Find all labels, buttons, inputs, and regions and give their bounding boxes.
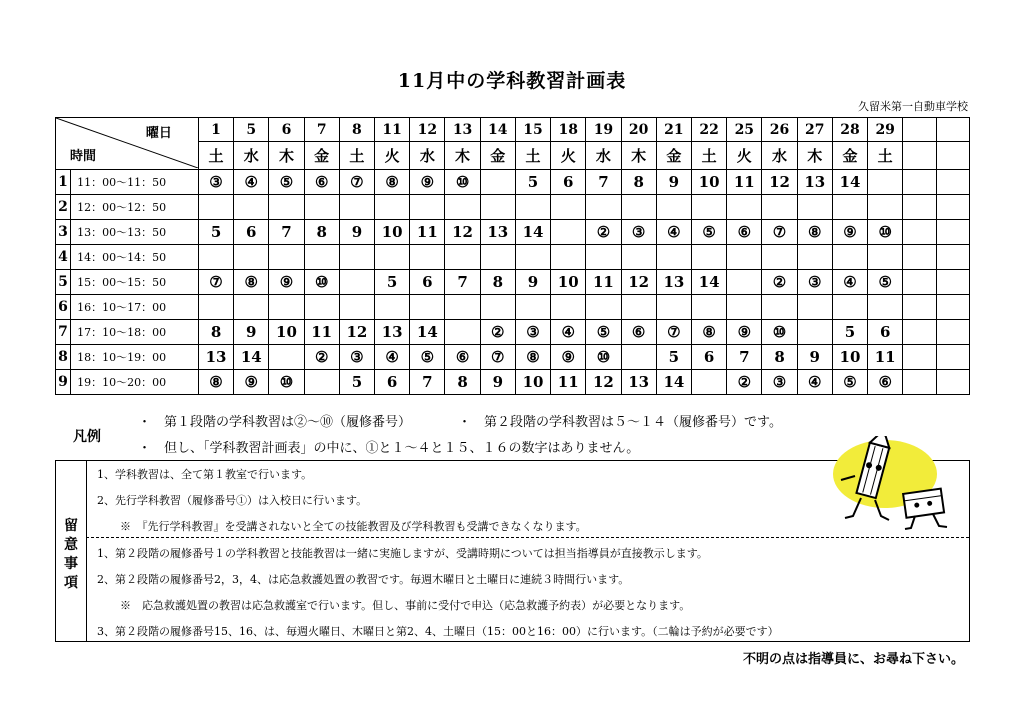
lesson-cell: ⑤ <box>832 370 867 395</box>
weekday-header-cell: 土 <box>691 142 726 170</box>
lesson-cell: ⑩ <box>304 270 339 295</box>
lesson-cell <box>515 295 550 320</box>
lesson-cell: 7 <box>586 170 621 195</box>
lesson-cell: 9 <box>797 345 832 370</box>
lesson-cell: ⑤ <box>586 320 621 345</box>
lesson-cell: 5 <box>515 170 550 195</box>
date-header-cell: 5 <box>234 118 269 142</box>
lesson-cell: ⑨ <box>551 345 586 370</box>
period-number: 4 <box>56 245 71 270</box>
lesson-cell: ④ <box>551 320 586 345</box>
notes-side-char: 意 <box>64 537 78 553</box>
weekday-header-cell: 水 <box>234 142 269 170</box>
lesson-cell <box>903 245 936 270</box>
lesson-cell: 10 <box>375 220 410 245</box>
weekday-header-cell: 水 <box>762 142 797 170</box>
lesson-cell <box>198 195 233 220</box>
lesson-cell: 10 <box>691 170 726 195</box>
lesson-cell <box>903 170 936 195</box>
notes-side-char: 項 <box>64 575 78 591</box>
lesson-cell <box>936 220 970 245</box>
lesson-cell: ⑧ <box>797 220 832 245</box>
weekday-header-cell <box>936 142 970 170</box>
lesson-cell <box>936 195 970 220</box>
note-item: 1、第２段階の履修番号１の学科教習と技能教習は一緒に実施しますが、受講時期については担当指導員が直接教示します。 <box>97 547 708 560</box>
lesson-cell: ⑩ <box>586 345 621 370</box>
date-header-cell: 11 <box>375 118 410 142</box>
lesson-cell: ③ <box>198 170 233 195</box>
lesson-cell <box>339 270 374 295</box>
lesson-cell: 6 <box>551 170 586 195</box>
lesson-cell: 8 <box>445 370 480 395</box>
period-row <box>56 370 970 395</box>
period-time: 17：10～18：00 <box>71 320 199 345</box>
lesson-cell: ② <box>304 345 339 370</box>
lesson-cell: 7 <box>445 270 480 295</box>
lesson-cell <box>797 245 832 270</box>
lesson-cell: ⑧ <box>515 345 550 370</box>
lesson-cell <box>727 245 762 270</box>
period-row <box>56 245 970 270</box>
lesson-cell <box>586 295 621 320</box>
period-time: 11：00～11：50 <box>71 170 199 195</box>
lesson-cell <box>936 370 970 395</box>
date-header-cell: 7 <box>304 118 339 142</box>
lesson-cell: ⑦ <box>656 320 691 345</box>
lesson-cell: 13 <box>375 320 410 345</box>
lesson-cell: 12 <box>621 270 656 295</box>
time-axis-label: 時間 <box>70 149 97 164</box>
lesson-cell: 11 <box>586 270 621 295</box>
lesson-cell <box>551 220 586 245</box>
lesson-cell <box>551 245 586 270</box>
lesson-cell: 13 <box>198 345 233 370</box>
lesson-cell: 14 <box>656 370 691 395</box>
lesson-cell: ⑤ <box>691 220 726 245</box>
lesson-cell: 9 <box>234 320 269 345</box>
lesson-cell: ④ <box>832 270 867 295</box>
lesson-cell <box>903 370 936 395</box>
lesson-cell <box>903 345 936 370</box>
lesson-cell: 8 <box>304 220 339 245</box>
lesson-cell <box>551 295 586 320</box>
lesson-cell: 13 <box>480 220 515 245</box>
lesson-cell: ⑦ <box>480 345 515 370</box>
lesson-cell: 9 <box>515 270 550 295</box>
lesson-cell: 12 <box>339 320 374 345</box>
date-header-cell: 13 <box>445 118 480 142</box>
lesson-cell: 6 <box>375 370 410 395</box>
lesson-cell: 8 <box>762 345 797 370</box>
period-row <box>56 295 970 320</box>
date-header-cell: 14 <box>480 118 515 142</box>
lesson-cell: 11 <box>727 170 762 195</box>
date-header-cell: 26 <box>762 118 797 142</box>
lesson-cell: 11 <box>304 320 339 345</box>
lesson-cell: ③ <box>797 270 832 295</box>
lesson-cell: 14 <box>515 220 550 245</box>
date-header-cell: 29 <box>868 118 903 142</box>
lesson-cell: ⑩ <box>868 220 903 245</box>
lesson-cell <box>410 195 445 220</box>
lesson-cell <box>304 370 339 395</box>
weekday-header-cell: 木 <box>797 142 832 170</box>
note-item: 3、第２段階の履修番号15、16、は、毎週火曜日、木曜日と第2、4、土曜日（15：00と16：00）に行います。（二輪は予約が必要です） <box>97 625 779 638</box>
date-header-cell: 28 <box>832 118 867 142</box>
lesson-cell: 7 <box>727 345 762 370</box>
lesson-cell <box>797 195 832 220</box>
school-name: 久留米第一自動車学校 <box>858 100 968 113</box>
lesson-cell <box>656 295 691 320</box>
lesson-cell: ⑨ <box>727 320 762 345</box>
lesson-cell: ⑨ <box>410 170 445 195</box>
period-time: 16：10～17：00 <box>71 295 199 320</box>
lesson-cell <box>936 270 970 295</box>
lesson-cell <box>691 295 726 320</box>
lesson-cell <box>762 295 797 320</box>
lesson-cell <box>304 245 339 270</box>
weekday-header-cell: 金 <box>480 142 515 170</box>
lesson-cell: ⑩ <box>762 320 797 345</box>
lesson-cell: ⑧ <box>375 170 410 195</box>
lesson-cell <box>903 220 936 245</box>
period-row <box>56 170 970 195</box>
lesson-cell <box>269 245 304 270</box>
lesson-cell <box>868 195 903 220</box>
lesson-cell: 13 <box>621 370 656 395</box>
lesson-cell <box>269 345 304 370</box>
lesson-cell: ⑧ <box>234 270 269 295</box>
lesson-cell: ④ <box>375 345 410 370</box>
lesson-cell: ③ <box>621 220 656 245</box>
lesson-cell: 10 <box>269 320 304 345</box>
date-header-cell <box>936 118 970 142</box>
period-time: 15：00～15：50 <box>71 270 199 295</box>
lesson-cell: 9 <box>480 370 515 395</box>
lesson-cell <box>762 245 797 270</box>
date-header-cell: 1 <box>198 118 233 142</box>
date-header-cell: 27 <box>797 118 832 142</box>
lesson-cell: 7 <box>410 370 445 395</box>
weekday-header-cell: 木 <box>445 142 480 170</box>
weekday-header-cell <box>903 142 936 170</box>
lesson-cell <box>445 195 480 220</box>
lesson-cell <box>234 195 269 220</box>
weekday-header-cell: 火 <box>727 142 762 170</box>
lesson-cell: 5 <box>198 220 233 245</box>
weekday-header-cell: 金 <box>832 142 867 170</box>
note-item: ※ 応急救護処置の教習は応急救護室で行います。但し、事前に受付で申込（応急救護予約表）が必要となります。 <box>120 599 691 612</box>
lesson-cell <box>691 245 726 270</box>
date-header-cell: 19 <box>586 118 621 142</box>
lesson-cell <box>269 195 304 220</box>
lesson-cell: 13 <box>656 270 691 295</box>
lesson-cell <box>304 295 339 320</box>
lesson-cell: 5 <box>339 370 374 395</box>
lesson-cell <box>868 170 903 195</box>
lesson-cell <box>727 295 762 320</box>
lesson-cell: 8 <box>621 170 656 195</box>
lesson-cell <box>480 295 515 320</box>
weekday-header-cell: 土 <box>515 142 550 170</box>
lesson-cell: 12 <box>445 220 480 245</box>
lesson-cell <box>515 245 550 270</box>
lesson-cell: ⑥ <box>727 220 762 245</box>
weekday-header-cell: 土 <box>339 142 374 170</box>
lesson-cell: ③ <box>339 345 374 370</box>
lesson-cell <box>410 295 445 320</box>
weekday-header-cell: 水 <box>410 142 445 170</box>
lesson-cell <box>234 245 269 270</box>
weekday-header-cell: 火 <box>375 142 410 170</box>
lesson-cell: ② <box>480 320 515 345</box>
lesson-cell: 5 <box>832 320 867 345</box>
lesson-cell <box>691 370 726 395</box>
lesson-cell: ② <box>762 270 797 295</box>
lesson-cell <box>269 295 304 320</box>
note-item: ※ 『先行学科教習』を受講されないと全ての技能教習及び学科教習も受講できなくなります。 <box>120 520 587 533</box>
period-number: 6 <box>56 295 71 320</box>
lesson-cell <box>515 195 550 220</box>
lesson-cell <box>903 295 936 320</box>
date-header-cell: 20 <box>621 118 656 142</box>
page-title: 11月中の学科教習計画表 <box>397 70 627 92</box>
weekday-header-cell: 火 <box>551 142 586 170</box>
lesson-cell: 14 <box>832 170 867 195</box>
lesson-cell: ⑧ <box>198 370 233 395</box>
lesson-cell <box>656 245 691 270</box>
date-header-cell: 22 <box>691 118 726 142</box>
lesson-cell <box>339 245 374 270</box>
lesson-cell: ③ <box>515 320 550 345</box>
period-row <box>56 220 970 245</box>
lesson-cell <box>621 295 656 320</box>
schedule-table <box>55 117 970 395</box>
lesson-cell <box>936 170 970 195</box>
lesson-cell: ⑥ <box>868 370 903 395</box>
lesson-cell <box>586 245 621 270</box>
note-item: 2、第２段階の履修番号2，3，4、は応急救護処置の教習です。毎週木曜日と土曜日に連続３時間行います。 <box>97 573 630 586</box>
lesson-cell <box>339 295 374 320</box>
lesson-cell: ⑤ <box>868 270 903 295</box>
lesson-cell <box>621 195 656 220</box>
lesson-cell: ⑨ <box>832 220 867 245</box>
date-header-cell: 15 <box>515 118 550 142</box>
lesson-cell: 8 <box>198 320 233 345</box>
lesson-cell: ⑧ <box>691 320 726 345</box>
lesson-cell: 14 <box>234 345 269 370</box>
lesson-cell <box>445 320 480 345</box>
lesson-cell <box>375 295 410 320</box>
date-header-cell: 8 <box>339 118 374 142</box>
legend-stage2-text: ・ 第２段階の学科教習は５～１４（履修番号）です。 <box>458 415 782 430</box>
weekday-header-cell: 金 <box>656 142 691 170</box>
period-row <box>56 320 970 345</box>
weekday-header-cell: 木 <box>621 142 656 170</box>
period-number: 8 <box>56 345 71 370</box>
lesson-cell <box>480 195 515 220</box>
lesson-cell: 8 <box>480 270 515 295</box>
lesson-cell <box>410 245 445 270</box>
lesson-cell: ⑦ <box>198 270 233 295</box>
lesson-cell <box>936 345 970 370</box>
date-header-cell: 21 <box>656 118 691 142</box>
period-time: 13：00～13：50 <box>71 220 199 245</box>
lesson-cell <box>936 295 970 320</box>
lesson-cell: ⑨ <box>234 370 269 395</box>
lesson-cell: ⑩ <box>269 370 304 395</box>
lesson-cell: 6 <box>691 345 726 370</box>
lesson-cell <box>304 195 339 220</box>
lesson-cell: ⑥ <box>621 320 656 345</box>
note-item: 2、先行学科教習（履修番号①）は入校日に行います。 <box>97 494 368 507</box>
note-item: 1、学科教習は、全て第１教室で行います。 <box>97 468 313 481</box>
lesson-cell: ⑥ <box>304 170 339 195</box>
period-time: 19：10～20：00 <box>71 370 199 395</box>
lesson-cell <box>480 170 515 195</box>
lesson-cell <box>480 245 515 270</box>
lesson-cell: ⑦ <box>339 170 374 195</box>
lesson-cell <box>339 195 374 220</box>
lesson-cell: 14 <box>691 270 726 295</box>
table-corner-header <box>56 118 199 170</box>
lesson-cell: 10 <box>551 270 586 295</box>
notes-divider <box>86 537 969 538</box>
period-row <box>56 345 970 370</box>
footer-note: 不明の点は指導員に、お尋ね下さい。 <box>742 652 964 667</box>
weekday-header-cell: 水 <box>586 142 621 170</box>
lesson-cell <box>375 195 410 220</box>
period-number: 2 <box>56 195 71 220</box>
lesson-cell: ② <box>586 220 621 245</box>
lesson-cell: 13 <box>797 170 832 195</box>
lesson-cell <box>868 245 903 270</box>
lesson-cell: 12 <box>762 170 797 195</box>
lesson-cell: ② <box>727 370 762 395</box>
lesson-cell <box>727 195 762 220</box>
lesson-cell: 5 <box>656 345 691 370</box>
date-header-cell <box>903 118 936 142</box>
lesson-cell: ⑤ <box>410 345 445 370</box>
lesson-cell: 9 <box>656 170 691 195</box>
lesson-cell <box>621 345 656 370</box>
lesson-cell <box>797 320 832 345</box>
period-number: 3 <box>56 220 71 245</box>
lesson-cell <box>198 295 233 320</box>
period-number: 5 <box>56 270 71 295</box>
weekday-header-cell: 金 <box>304 142 339 170</box>
lesson-cell <box>234 295 269 320</box>
lesson-cell <box>903 320 936 345</box>
period-row <box>56 195 970 220</box>
date-header-cell: 18 <box>551 118 586 142</box>
notes-side-label <box>56 461 87 641</box>
lesson-cell <box>936 320 970 345</box>
lesson-cell: 6 <box>234 220 269 245</box>
period-row <box>56 270 970 295</box>
weekday-axis-label: 曜日 <box>145 126 172 141</box>
period-number: 1 <box>56 170 71 195</box>
legend-stage1-text: ・ 第１段階の学科教習は②～⑩（履修番号） <box>138 415 412 430</box>
pencil-eraser-mascot-illustration <box>825 436 965 531</box>
lesson-cell <box>445 245 480 270</box>
weekday-header-cell: 木 <box>269 142 304 170</box>
lesson-cell: 10 <box>832 345 867 370</box>
lesson-cell: 5 <box>375 270 410 295</box>
lesson-cell <box>832 295 867 320</box>
period-number: 9 <box>56 370 71 395</box>
lesson-cell <box>445 295 480 320</box>
lesson-cell <box>868 295 903 320</box>
weekday-header-cell: 土 <box>198 142 233 170</box>
period-number: 7 <box>56 320 71 345</box>
lesson-cell: 11 <box>551 370 586 395</box>
lesson-cell <box>656 195 691 220</box>
lesson-cell <box>832 195 867 220</box>
notes-side-char: 留 <box>64 518 78 534</box>
lesson-cell <box>903 270 936 295</box>
notes-side-char: 事 <box>64 556 78 572</box>
lesson-cell <box>727 270 762 295</box>
lesson-cell <box>832 245 867 270</box>
lesson-cell: ⑩ <box>445 170 480 195</box>
period-time: 14：00～14：50 <box>71 245 199 270</box>
lesson-cell: 14 <box>410 320 445 345</box>
lesson-cell: 12 <box>586 370 621 395</box>
lesson-cell: ⑥ <box>445 345 480 370</box>
date-header-cell: 6 <box>269 118 304 142</box>
lesson-cell: 9 <box>339 220 374 245</box>
lesson-cell <box>586 195 621 220</box>
lesson-cell <box>762 195 797 220</box>
date-header-cell: 25 <box>727 118 762 142</box>
lesson-cell <box>375 245 410 270</box>
lesson-cell <box>198 245 233 270</box>
lesson-cell: 6 <box>410 270 445 295</box>
lesson-cell: ④ <box>234 170 269 195</box>
lesson-cell: 10 <box>515 370 550 395</box>
lesson-cell: ③ <box>762 370 797 395</box>
lesson-cell <box>691 195 726 220</box>
lesson-cell <box>936 245 970 270</box>
lesson-cell: ④ <box>656 220 691 245</box>
lesson-cell: ⑦ <box>762 220 797 245</box>
lesson-cell <box>797 295 832 320</box>
lesson-cell: 11 <box>868 345 903 370</box>
lesson-cell: ④ <box>797 370 832 395</box>
lesson-cell <box>551 195 586 220</box>
legend-exception-text: ・ 但し、「学科教習計画表」の中に、①と１～４と１５、１６の数字はありません。 <box>138 441 640 456</box>
date-header-cell: 12 <box>410 118 445 142</box>
legend-label: 凡例 <box>73 429 101 445</box>
lesson-cell: 11 <box>410 220 445 245</box>
weekday-header-cell: 土 <box>868 142 903 170</box>
period-time: 18：10～19：00 <box>71 345 199 370</box>
lesson-cell: 7 <box>269 220 304 245</box>
lesson-cell: ⑤ <box>269 170 304 195</box>
lesson-cell <box>903 195 936 220</box>
lesson-cell: ⑨ <box>269 270 304 295</box>
lesson-cell <box>621 245 656 270</box>
lesson-cell: 6 <box>868 320 903 345</box>
period-time: 12：00～12：50 <box>71 195 199 220</box>
